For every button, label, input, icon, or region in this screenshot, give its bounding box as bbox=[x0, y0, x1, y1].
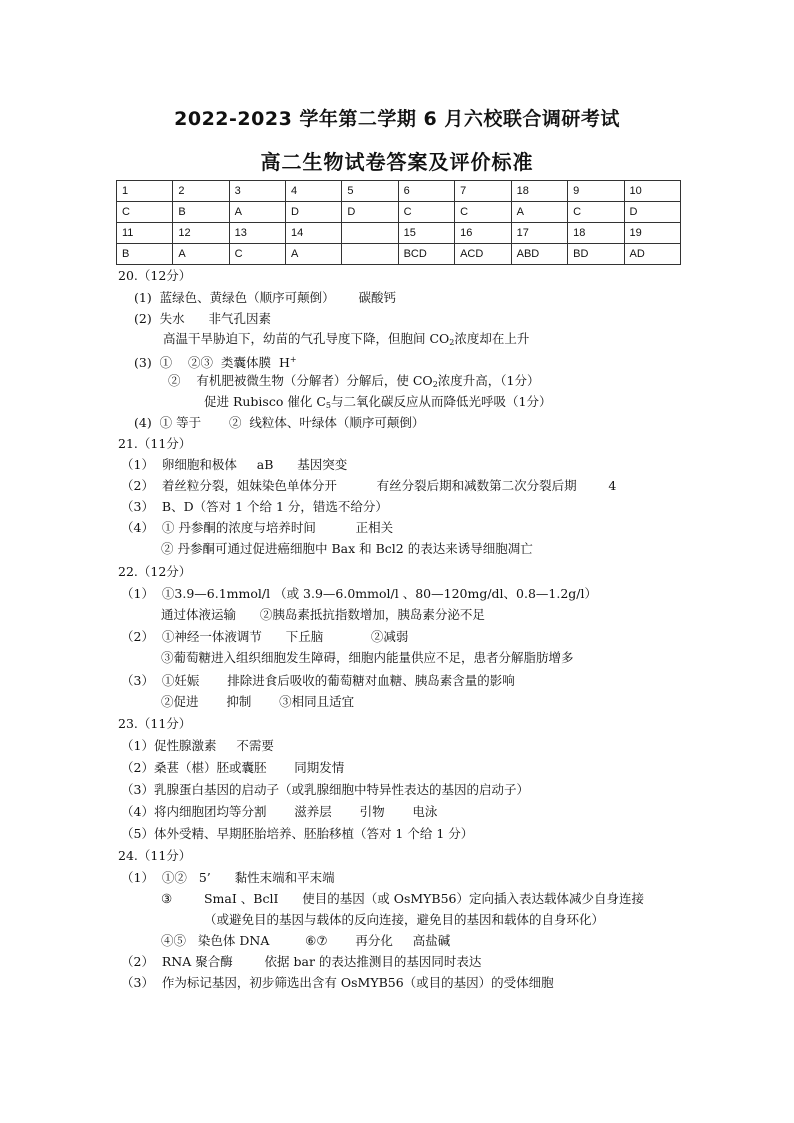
q24-line-5: （2） RNA 聚合酶 依据 bar 的表达推测目的基因同时表达 bbox=[121, 954, 482, 969]
q22-header: 22.（12分） bbox=[118, 564, 192, 579]
q23-line-4: （4）将内细胞团均等分割 滋养层 引物 电泳 bbox=[121, 804, 438, 819]
answer-table-cell: D bbox=[285, 202, 341, 223]
answer-table-cell: 15 bbox=[398, 223, 455, 244]
q24-line-2: ③ SmaI 、BclI 使目的基因（或 OsMYB56）定向插入表达载体减少自身连接 bbox=[161, 891, 645, 906]
q22-line-1: （1） ①3.9—6.1mmol/l （或 3.9—6.0mmol/l 、80—120mg/dl、0.8—1.2g/l） bbox=[121, 586, 598, 601]
answer-table bbox=[116, 180, 681, 265]
answer-table-cell: ACD bbox=[455, 244, 512, 265]
q20-line-5: ② 有机肥被微生物（分解者）分解后，使 $CO_2$浓度升高，（1分） bbox=[168, 373, 540, 389]
q22-line-6: ②促进 抑制 ③相同且适宜 bbox=[161, 694, 355, 709]
answer-table-cell: C bbox=[229, 244, 285, 265]
q22-line-5: （3） ①妊娠 排除进食后吸收的葡萄糖对血糖、胰岛素含量的影响 bbox=[121, 673, 515, 688]
answer-table-cell: C bbox=[398, 202, 455, 223]
q22-line-4: ③葡萄糖进入组织细胞发生障碍，细胞内能量供应不足，患者分解脂肪增多 bbox=[161, 650, 574, 665]
answer-table-row bbox=[117, 202, 681, 223]
answer-table-cell: 4 bbox=[285, 181, 341, 202]
answer-table-cell: BD bbox=[568, 244, 624, 265]
answer-table-row bbox=[117, 223, 681, 244]
answer-table-cell: 16 bbox=[455, 223, 512, 244]
answer-table-cell: 9 bbox=[568, 181, 624, 202]
answer-table-cell: A bbox=[173, 244, 229, 265]
answer-table-cell: D bbox=[624, 202, 680, 223]
q20-line-2: (2) 失水 非气孔因素 bbox=[134, 311, 271, 326]
answer-table-cell: 2 bbox=[173, 181, 229, 202]
answer-table-cell: A bbox=[285, 244, 341, 265]
q24-line-3: （或避免目的基因与载体的反向连接，避免目的基因和载体的自身环化） bbox=[204, 912, 605, 927]
answer-table-cell: A bbox=[229, 202, 285, 223]
answer-table-cell: 5 bbox=[342, 181, 398, 202]
q21-line-1: （1） 卵细胞和极体 aB 基因突变 bbox=[121, 457, 348, 472]
answer-table-cell: 13 bbox=[229, 223, 285, 244]
q21-line-2: （2） 着丝粒分裂，姐妹染色单体分开 有丝分裂后期和减数第二次分裂后期 4 bbox=[121, 478, 617, 493]
answer-table-row bbox=[117, 181, 681, 202]
q21-line-4: （4） ① 丹参酮的浓度与培养时间 正相关 bbox=[121, 520, 394, 535]
answer-table-cell bbox=[342, 244, 398, 265]
answer-table-cell: 18 bbox=[568, 223, 624, 244]
q21-line-5: ② 丹参酮可通过促进癌细胞中 Bax 和 Bcl2 的表达来诱导细胞凋亡 bbox=[161, 541, 533, 556]
q24-line-4: ④⑤ 染色体 DNA ⑥⑦ 再分化 高盐碱 bbox=[161, 933, 451, 948]
q20-line-4: (3) ① ②③ 类囊体膜 H+ bbox=[134, 355, 297, 370]
q23-line-3: （3）乳腺蛋白基因的启动子（或乳腺细胞中特异性表达的基因的启动子） bbox=[121, 782, 529, 797]
answer-table-cell: 17 bbox=[511, 223, 568, 244]
q21-line-3: （3） B、D（答对 1 个给 1 分，错选不给分） bbox=[121, 499, 388, 514]
answer-table-cell: D bbox=[342, 202, 398, 223]
exam-subtitle: 高二生物试卷答案及评价标准 bbox=[260, 150, 534, 174]
answer-table-cell: A bbox=[511, 202, 568, 223]
q20-line-1: (1) 蓝绿色、黄绿色（顺序可颠倒） 碳酸钙 bbox=[134, 290, 396, 305]
q23-line-2: （2）桑葚（椹）胚或囊胚 同期发情 bbox=[121, 760, 345, 775]
answer-table-cell: B bbox=[117, 244, 173, 265]
q22-line-2: 通过体液运输 ②胰岛素抵抗指数增加，胰岛素分泌不足 bbox=[161, 607, 485, 622]
exam-title: 2022-2023 学年第二学期 6 月六校联合调研考试 bbox=[174, 108, 620, 130]
answer-table-cell: 11 bbox=[117, 223, 173, 244]
q24-line-6: （3） 作为标记基因，初步筛选出含有 OsMYB56（或目的基因）的受体细胞 bbox=[121, 975, 554, 990]
answer-table-cell: C bbox=[568, 202, 624, 223]
answer-table-cell bbox=[342, 223, 398, 244]
answer-table-cell: 19 bbox=[624, 223, 680, 244]
q24-header: 24.（11分） bbox=[118, 848, 192, 863]
answer-table-cell: 6 bbox=[398, 181, 455, 202]
answer-table-cell: C bbox=[455, 202, 512, 223]
answer-table-cell: 1 bbox=[117, 181, 173, 202]
q21-header: 21.（11分） bbox=[118, 436, 192, 451]
answer-table-cell: AD bbox=[624, 244, 680, 265]
answer-table-cell: C bbox=[117, 202, 173, 223]
answer-table-cell: B bbox=[173, 202, 229, 223]
q23-header: 23.（11分） bbox=[118, 716, 192, 731]
answer-table-cell: ABD bbox=[511, 244, 568, 265]
q22-line-3: （2） ①神经一体液调节 下丘脑 ②减弱 bbox=[121, 629, 409, 644]
answer-table-cell: 3 bbox=[229, 181, 285, 202]
answer-table-row bbox=[117, 244, 681, 265]
q20-line-7: (4) ① 等于 ② 线粒体、叶绿体（顺序可颠倒） bbox=[134, 415, 425, 430]
q24-line-1: （1） ①② 5’ 黏性末端和平末端 bbox=[121, 870, 335, 885]
answer-table-cell: 18 bbox=[511, 181, 568, 202]
answer-table-cell: 12 bbox=[173, 223, 229, 244]
answer-table-cell: 14 bbox=[285, 223, 341, 244]
answer-table-cell: 10 bbox=[624, 181, 680, 202]
q20-line-3: 高温干旱胁迫下，幼苗的气孔导度下降，但胞间 $CO_2$浓度却在上升 bbox=[163, 331, 530, 347]
q23-line-1: （1）促性腺激素 不需要 bbox=[121, 738, 274, 753]
answer-table-cell: BCD bbox=[398, 244, 455, 265]
q20-header: 20.（12分） bbox=[118, 268, 192, 283]
q20-line-6: 促进 Rubisco 催化 $C_5$与二氧化碳反应从而降低光呼吸（1分） bbox=[204, 394, 552, 410]
q23-line-5: （5）体外受精、早期胚胎培养、胚胎移植（答对 1 个给 1 分） bbox=[121, 826, 474, 841]
answer-table-cell: 7 bbox=[455, 181, 512, 202]
